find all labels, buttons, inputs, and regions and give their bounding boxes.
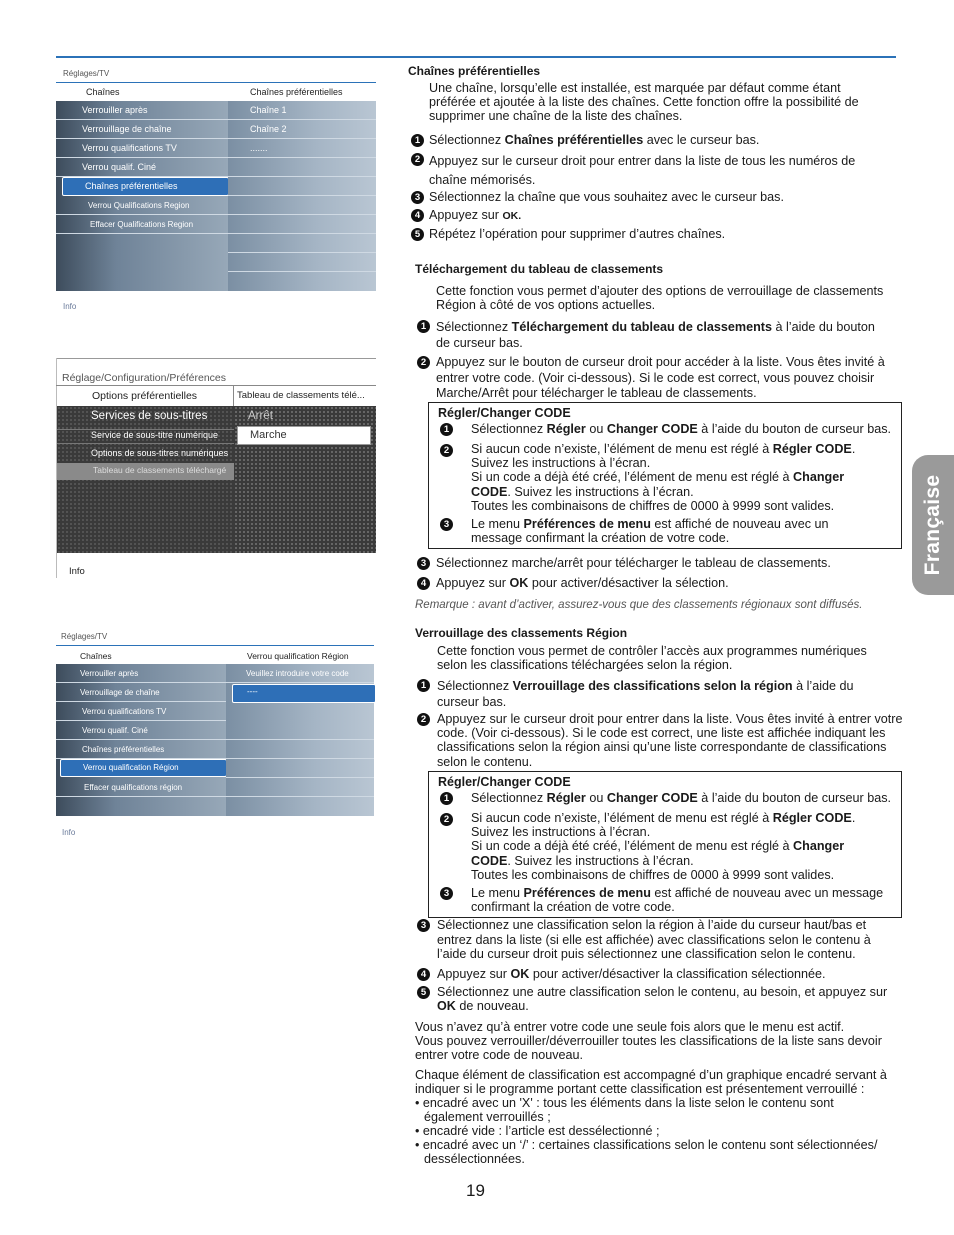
section3-bullet2: • encadré vide : l’article est dessélectionné ;: [415, 1124, 660, 1138]
submenu-empty-row: [228, 253, 376, 272]
menu-item[interactable]: Verrouiller après: [56, 664, 226, 683]
section2-step2: Appuyez sur le bouton de curseur droit pour accéder à la liste. Vous êtes invité à entrer votre code. (Voir ci-dessous). Si le code est correct, vous pouvez choisir Marche/Arrêt pour télécharger le tableau de classements.: [436, 355, 885, 400]
section3-para3: Chaque élément de classification est accompagné d’un graphique encadré servant à indiquer si le programme portant cette classification est présentement verrouillé :: [415, 1068, 887, 1097]
menu-item[interactable]: Verrou qualif. Ciné: [56, 721, 226, 740]
panel1-breadcrumb: Réglages/TV: [63, 69, 110, 78]
code-box: [428, 402, 902, 549]
menu-item[interactable]: Effacer qualifications région: [56, 778, 226, 797]
step-number-3: 3: [411, 191, 424, 204]
divider: [57, 443, 234, 444]
section2-remark: Remarque : avant d’activer, assurez-vous que des classements régionaux sont diffusés.: [415, 599, 863, 611]
step-number-2: 2: [417, 713, 430, 726]
menu-item[interactable]: Chaînes préférentielles: [56, 740, 226, 759]
step-number-1: 1: [440, 423, 453, 436]
panel2-breadcrumb: Réglage/Configuration/Préférences: [62, 372, 227, 384]
code-box-step2: Si aucun code n’existe, l’élément de menu est réglé à Régler CODE. Suivez les instructions à l’écran. Si un code a déjà été créé, l’élément de menu est réglé à Changer CODE. Suivez les instructions à l’écran. Toutes les combinaisons de chiffres de 0000 à 9999 sont valides.: [471, 811, 856, 882]
section3-step5: Sélectionnez une autre classification selon le contenu, au besoin, et appuyez sur OK de nouveau.: [437, 985, 888, 1014]
section3-bullet1: • encadré avec un 'X' : tous les éléments dans la liste selon le contenu sont également verrouillés ;: [415, 1096, 834, 1125]
menu-item[interactable]: Verrouiller après: [56, 101, 228, 120]
step-number-2: 2: [440, 813, 453, 826]
panel3-header-rule: [56, 645, 374, 646]
section1-intro: Une chaîne, lorsqu’elle est installée, est marquée par défaut comme étant préférée et ajoutée à la liste des chaînes. Cette fonction offre la possibilité de supprimer une chaîne de la liste des chaînes.: [429, 81, 859, 124]
submenu-empty-row: [228, 215, 376, 234]
panel1-menu: [56, 101, 228, 291]
panel1-header-rule: [56, 82, 376, 83]
menu-item-selected[interactable]: Chaînes préférentielles: [62, 177, 229, 196]
panel2-header-left: Options préférentielles: [92, 390, 198, 402]
menu-item[interactable]: Verrou qualifications TV: [56, 702, 226, 721]
section3-step1: Sélectionnez Verrouillage des classifications selon la région à l’aide du curseur bas.: [437, 679, 854, 709]
panel1-header-left: Chaînes: [86, 87, 120, 97]
code-box-title: Régler/Changer CODE: [438, 406, 571, 420]
language-tab-label: Française: [921, 474, 944, 576]
step-number-3: 3: [417, 919, 430, 932]
section3-title: Verrouillage des classements Région: [415, 626, 628, 640]
section3-step4: Appuyez sur OK pour activer/désactiver la classification sélectionnée.: [437, 967, 826, 981]
section3-intro: Cette fonction vous permet de contrôler l’accès aux programmes numériques selon les classifications téléchargées selon la région.: [437, 644, 867, 673]
panel1-header-right: Chaînes préférentielles: [250, 87, 343, 97]
menu-item[interactable]: Service de sous-titre numérique: [91, 430, 219, 440]
code-box-title: Régler/Changer CODE: [438, 775, 571, 789]
section3-para2: Vous pouvez verrouiller/déverrouiller toutes les classifications de la liste sans devoir entrer votre code de nouveau.: [415, 1034, 882, 1063]
step-number-2: 2: [440, 444, 453, 457]
code-box: [428, 771, 902, 918]
page-number: 19: [466, 1181, 485, 1200]
section1-step3: Sélectionnez la chaîne que vous souhaitez avec le curseur bas.: [429, 190, 784, 204]
section1-step1: Sélectionnez Chaînes préférentielles avec le curseur bas.: [429, 133, 760, 147]
language-tab: [912, 455, 954, 595]
panel2-header-rule: [56, 385, 376, 386]
step-number-2: 2: [411, 153, 424, 166]
step-number-5: 5: [411, 228, 424, 241]
section1-title: Chaînes préférentielles: [408, 64, 541, 78]
section3-step3: Sélectionnez une classification selon la région à l’aide du curseur haut/bas et entrez dans la liste (si elle est affichée) avec classifications selon le contenu à l’aide du curseur droit puis sélectionnez une classification selon le contenu.: [437, 918, 871, 961]
panel2-header-right: Tableau de classements télé...: [237, 390, 365, 401]
panel3-header-left: Chaînes: [80, 651, 112, 661]
menu-item[interactable]: Services de sous-titres: [91, 410, 208, 422]
section2-step3: Sélectionnez marche/arrêt pour télécharger le tableau de classements.: [436, 556, 831, 570]
menu-item-selected[interactable]: Verrou qualification Région: [60, 759, 227, 777]
step-number-3: 3: [440, 887, 453, 900]
section1-step4: Appuyez sur OK.: [429, 208, 522, 222]
menu-item[interactable]: Options de sous-titres numériques: [91, 448, 229, 458]
panel2-header-divider: [233, 386, 234, 406]
submenu-empty-row: [228, 196, 376, 215]
code-input-value: ----: [247, 687, 258, 696]
panel2-menu: [57, 406, 234, 553]
panel1-submenu: [228, 101, 376, 291]
code-box-step1: Sélectionnez Régler ou Changer CODE à l’aide du bouton de curseur bas.: [471, 791, 892, 805]
submenu-item[interactable]: Chaîne 2: [228, 120, 376, 139]
code-box-step3: Le menu Préférences de menu est affiché de nouveau avec un message confirmant la création de votre code.: [471, 886, 884, 915]
code-prompt: Veuillez introduire votre code: [226, 664, 374, 683]
code-box-step3: Le menu Préférences de menu est affiché de nouveau avec un message confirmant la création de votre code.: [471, 517, 829, 546]
submenu-empty-row: [226, 759, 374, 778]
menu-item[interactable]: Verrou qualif. Ciné: [56, 158, 228, 177]
submenu-empty-row: [226, 740, 374, 759]
section2-step1: Sélectionnez Téléchargement du tableau de classements à l’aide du bouton de curseur bas.: [436, 320, 875, 350]
panel2-submenu: [234, 406, 376, 553]
top-rule: [56, 56, 896, 58]
section1-step5: Répétez l’opération pour supprimer d’autres chaînes.: [429, 227, 726, 241]
panel3-menu: [56, 664, 226, 816]
section3-para1: Vous n’avez qu’à entrer votre code une seule fois alors que le menu est actif.: [415, 1020, 845, 1034]
menu-item[interactable]: Effacer Qualifications Region: [56, 215, 228, 234]
section2-intro: Cette fonction vous permet d’ajouter des options de verrouillage de classements Région à côté de vos options actuelles.: [436, 284, 884, 313]
menu-item[interactable]: Verrouillage de chaîne: [56, 683, 226, 702]
panel2-top-rule: [56, 358, 376, 360]
panel3-header-right: Verrou qualification Région: [247, 651, 349, 661]
section2-step4: Appuyez sur OK pour activer/désactiver la sélection.: [436, 576, 729, 590]
panel1-info: Info: [63, 302, 77, 311]
step-number-4: 4: [417, 968, 430, 981]
step-number-4: 4: [411, 209, 424, 222]
menu-item-selected[interactable]: Tableau de classements téléchargé: [93, 465, 227, 475]
panel3-info: Info: [62, 828, 76, 837]
submenu-empty-row: [228, 177, 376, 196]
step-number-5: 5: [417, 986, 430, 999]
code-box-step2: Si aucun code n’existe, l’élément de menu est réglé à Régler CODE. Suivez les instructions à l’écran. Si un code a déjà été créé, l’élément de menu est réglé à Changer CODE. Suivez les instructions à l’écran. Toutes les combinaisons de chiffres de 0000 à 9999 sont valides.: [471, 442, 856, 513]
step-number-1: 1: [411, 134, 424, 147]
section3-bullet3: • encadré avec un ‘/’ : certaines classifications selon le contenu sont sélectionnées/ dessélectionnées.: [415, 1138, 878, 1167]
step-number-3: 3: [440, 518, 453, 531]
step-number-1: 1: [417, 320, 430, 333]
submenu-item[interactable]: .......: [228, 139, 376, 158]
step-number-3: 3: [417, 557, 430, 570]
submenu-item[interactable]: Arrêt: [248, 410, 273, 422]
code-input[interactable]: [232, 684, 376, 703]
submenu-empty-row: [226, 778, 374, 797]
step-number-2: 2: [417, 356, 430, 369]
section3-step2: Appuyez sur le curseur droit pour entrer dans la liste. Vous êtes invité à entrer votre code. (Voir ci-dessous). Si le code est correct, une liste est affichée indiquant les classifications selon la région ainsi qu’une liste correspondante de classifications selon le contenu.: [437, 712, 903, 769]
section1-step2: Appuyez sur le curseur droit pour entrer dans la liste de tous les numéros de chaîne mémorisés.: [429, 154, 856, 187]
submenu-empty-row: [228, 234, 376, 253]
panel3-submenu: [226, 664, 374, 816]
code-box-step1: Sélectionnez Régler ou Changer CODE à l’aide du bouton de curseur bas.: [471, 422, 892, 436]
menu-item[interactable]: Verrou Qualifications Region: [56, 196, 228, 215]
panel2-info: Info: [69, 566, 85, 577]
step-number-1: 1: [417, 679, 430, 692]
submenu-item-selected[interactable]: Marche: [250, 429, 287, 441]
submenu-item[interactable]: Chaîne 1: [228, 101, 376, 120]
step-number-1: 1: [440, 792, 453, 805]
submenu-empty-row: [228, 158, 376, 177]
panel3-breadcrumb: Réglages/TV: [61, 632, 108, 641]
menu-item[interactable]: Verrouillage de chaîne: [56, 120, 228, 139]
section2-title: Téléchargement du tableau de classements: [415, 262, 664, 276]
submenu-empty-row: [226, 721, 374, 740]
menu-item[interactable]: Verrou qualifications TV: [56, 139, 228, 158]
step-number-4: 4: [417, 577, 430, 590]
